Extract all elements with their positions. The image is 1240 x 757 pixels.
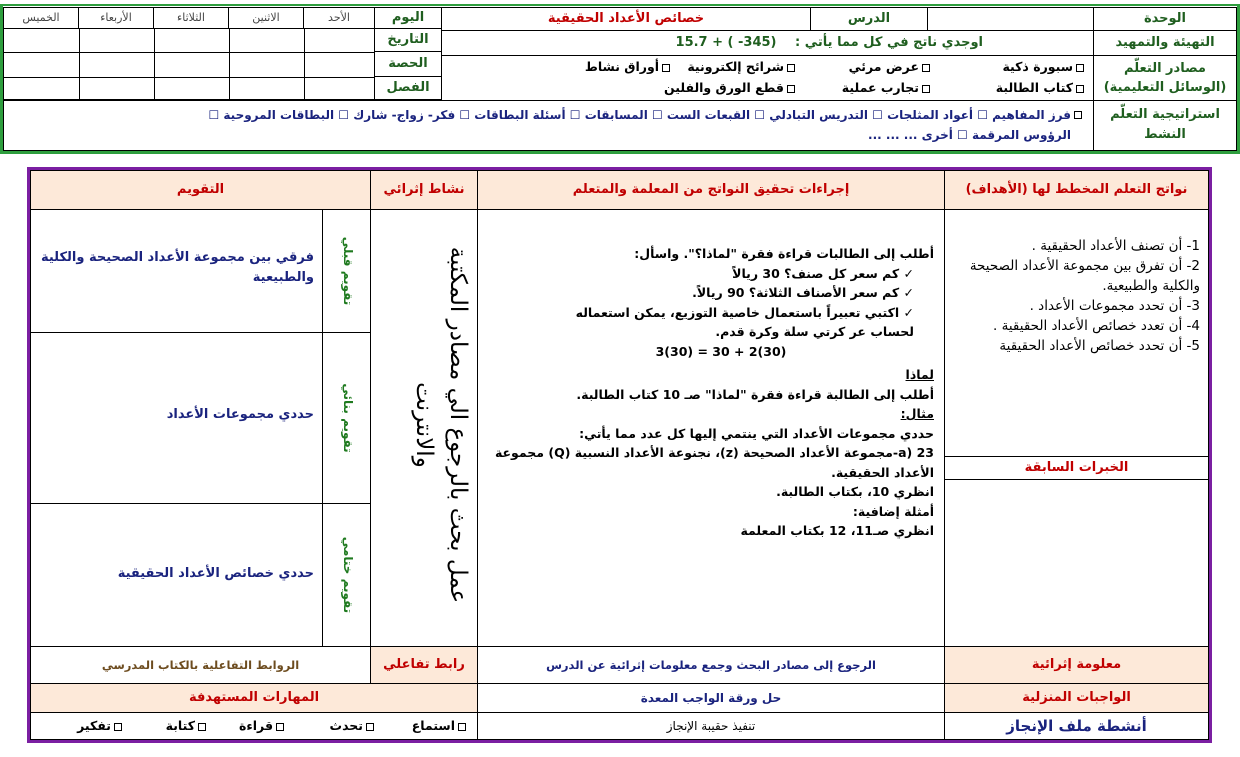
checkbox-icon (922, 64, 930, 72)
checkbox-icon (787, 64, 795, 72)
resources-label-line1: مصادر التعلّم (1124, 61, 1206, 76)
resource-book[interactable] (996, 80, 1087, 95)
strategy-label-line2: النشط (1144, 127, 1186, 142)
checkbox-icon (458, 723, 466, 731)
proc-q3: ✓ اكتبي تعبيراً باستعمال خاصية التوزيع، يمكن استعماله لحساب عر كرتي سلة وكرة قدم. (575, 304, 914, 339)
prior-experience-label: الخبرات السابقة (944, 456, 1209, 480)
skills-label: المهارات المستهدفة (30, 683, 478, 713)
strategies-line2: الرؤوس المرقمة ☐ أخرى ... ... ... (868, 128, 1071, 142)
proc-more-text: انظري صـ11، 12 بكتاب المعلمة (740, 523, 934, 538)
skill-reading[interactable]: قراءة (239, 713, 287, 739)
intro-label: التهيئة والتمهيد (1093, 30, 1237, 56)
skill-speaking[interactable]: تحدث (330, 713, 377, 739)
proc-why-text: أطلب إلى الطالبة قراءة فقرة "لماذا" صـ 10 كتاب الطالبة. (576, 386, 934, 402)
objective-3: 3- أن تحدد مجموعات الأعداد . (1029, 298, 1200, 314)
strategies-line1: فرز المفاهيم ☐ أعواد المثلجات ☐ التدريس التبادلي ☐ القبعات الست ☐ المسابقات ☐ أسئلة البطاقات ☐ فكر- زواج- شارك ☐ البطاقات المروحية ☐ (208, 108, 1071, 122)
schedule-day-mon: الاثنين (228, 7, 304, 29)
resource-visual-label: عرض مرئي (848, 59, 919, 74)
schedule-day-tue: الثلاثاء (153, 7, 229, 29)
proc-example-head: مثال: (900, 406, 934, 421)
resources-label-line2: (الوسائل التعليمية) (1103, 80, 1227, 95)
checkbox-icon (276, 723, 284, 731)
resource-worksheets-label: أوراق نشاط (584, 59, 659, 74)
col-header-evaluation: التقويم (30, 170, 371, 210)
procedures-cell (477, 209, 945, 647)
checkbox-icon (1076, 64, 1084, 72)
schedule-day-sun: الأحد (303, 7, 375, 29)
enrichment-info-text: الرجوع إلى مصادر البحث وجمع معلومات إثرائية عن الدرس (477, 646, 945, 684)
check-icon: ✓ (899, 285, 914, 300)
interactive-link-text[interactable]: الروابط التفاعلية بالكتاب المدرسي (30, 646, 371, 684)
homework-text: حل ورقة الواجب المعدة (477, 683, 945, 713)
schedule-class-label: الفصل (374, 76, 442, 100)
lesson-label: الدرس (810, 7, 928, 31)
objective-1: 1- أن تصنف الأعداد الحقيقية . (1031, 238, 1200, 254)
schedule-day-thu: الخميس (3, 7, 79, 29)
lesson-title: خصائص الأعداد الحقيقية (441, 7, 811, 31)
schedule-day-wed: الأربعاء (78, 7, 154, 29)
enrichment-info-label: معلومة إثرائية (944, 646, 1209, 684)
prior-experience-cell[interactable] (944, 479, 1209, 647)
resource-slides[interactable] (687, 59, 798, 74)
intro-expression: 15.7 + ( -345) (675, 35, 777, 50)
resource-paper[interactable] (664, 80, 798, 95)
checkbox-icon (922, 85, 930, 93)
objective-4: 4- أن تعدد خصائص الأعداد الحقيقية . (993, 318, 1200, 334)
homework-label: الواجبات المنزلية (944, 683, 1209, 713)
objective-5: 5- أن تحدد خصائص الأعداد الحقيقية (999, 338, 1200, 354)
skills-options (30, 712, 478, 740)
strategy-label-line1: استراتيجية التعلّم (1110, 107, 1220, 122)
resource-paper-label: قطع الورق والفلين (664, 80, 784, 95)
resources-label (1093, 55, 1237, 101)
unit-value[interactable] (927, 7, 1094, 31)
resource-visual[interactable] (849, 59, 933, 74)
eval-final-label: تقويم ختامي (341, 536, 355, 614)
col-header-enrichment: نشاط إثرائي (370, 170, 478, 210)
checkbox-icon (1076, 85, 1084, 93)
schedule-day-label: اليوم (374, 7, 442, 29)
col-header-procedures: إجراءات تحقيق النواتج من المعلمة والمتعلم (477, 170, 945, 210)
checkbox-icon (366, 723, 374, 731)
proc-why-head: لماذا (905, 367, 934, 382)
proc-q1: ✓ كم سعر كل صنف؟ 30 ريالاً (732, 265, 914, 281)
eval-form-text: حددي مجموعات الأعداد (30, 332, 323, 504)
strategy-label (1093, 100, 1237, 151)
strategy-options (3, 100, 1094, 151)
eval-form-label: تقويم بنائي (341, 383, 355, 453)
skill-writing[interactable]: كتابة (166, 713, 209, 739)
resource-worksheets[interactable] (585, 59, 673, 74)
interactive-link-label: رابط تفاعلي (370, 646, 478, 684)
eval-final-text: حددي خصائص الأعداد الحقيقية (30, 503, 323, 647)
resource-slides-label: شرائح إلكترونية (687, 59, 784, 74)
resource-experiments-label: تجارب عملية (841, 80, 919, 95)
resource-experiments[interactable] (842, 80, 933, 95)
eval-pre-label: تقويم قبلي (341, 236, 355, 306)
resource-smartboard-label: سبورة ذكية (1002, 59, 1073, 74)
checkbox-icon (787, 85, 795, 93)
resource-smartboard[interactable] (1002, 59, 1087, 74)
schedule-date-label: التاريخ (374, 28, 442, 52)
col-header-objectives: نواتج التعلم المخطط لها (الأهداف) (944, 170, 1209, 210)
objectives-cell (944, 209, 1209, 457)
checkbox-icon (662, 64, 670, 72)
resources-options (441, 55, 1094, 101)
checkbox-icon[interactable] (1074, 111, 1082, 119)
proc-example-text: حددي مجموعات الأعداد التي ينتمي إليها كل عدد مما يأتي: (579, 425, 934, 441)
proc-example-ref: انظري 10، بكتاب الطالبة. (776, 484, 934, 499)
skill-thinking[interactable]: تفكير (77, 713, 125, 739)
enrichment-text: عمل بحث بالرجوع الي مصادر المكتبة والانترنت (411, 246, 471, 604)
proc-example-a: a) 23-مجموعة الأعداد الصحيحة (z)، نجنوعة الأعداد النسبية (Q) مجموعة الأعداد الحقيقية. (494, 445, 934, 480)
eval-form-label-cell (322, 332, 371, 504)
unit-label: الوحدة (1093, 7, 1237, 31)
proc-equation: 3(30) = 30 + 2(30) (655, 343, 787, 359)
intro-question (441, 30, 1094, 56)
portfolio-text: تنفيذ حقيبة الإنجاز (477, 712, 945, 740)
enrichment-cell (370, 209, 478, 647)
schedule-period-label: الحصة (374, 51, 442, 77)
portfolio-label: أنشطة ملف الإنجاز (944, 712, 1209, 740)
eval-pre-text: فرقي بين مجموعة الأعداد الصحيحة والكلية والطبيعية (30, 209, 323, 333)
eval-final-label-cell (322, 503, 371, 647)
proc-intro: أطلب إلى الطالبات قراءة فقرة "لماذا؟". واسأل: (634, 246, 934, 261)
checkbox-icon (198, 723, 206, 731)
proc-q2: ✓ كم سعر الأصناف الثلاثة؟ 90 ريالاً. (692, 285, 914, 300)
proc-more-head: أمثلة إضافية: (852, 503, 934, 519)
skill-listening[interactable]: استماع (412, 713, 469, 739)
checkbox-icon (114, 723, 122, 731)
intro-text: اوجدي ناتج في كل مما يأتي : (795, 35, 983, 50)
check-icon: ✓ (899, 265, 914, 281)
check-icon: ✓ (899, 304, 914, 320)
schedule-grid (3, 28, 375, 100)
objective-2: 2- أن تفرق بين مجموعة الأعداد الصحيحة والكلية والطبيعية. (969, 258, 1200, 294)
eval-pre-label-cell (322, 209, 371, 333)
resource-book-label: كتاب الطالبة (995, 80, 1073, 95)
